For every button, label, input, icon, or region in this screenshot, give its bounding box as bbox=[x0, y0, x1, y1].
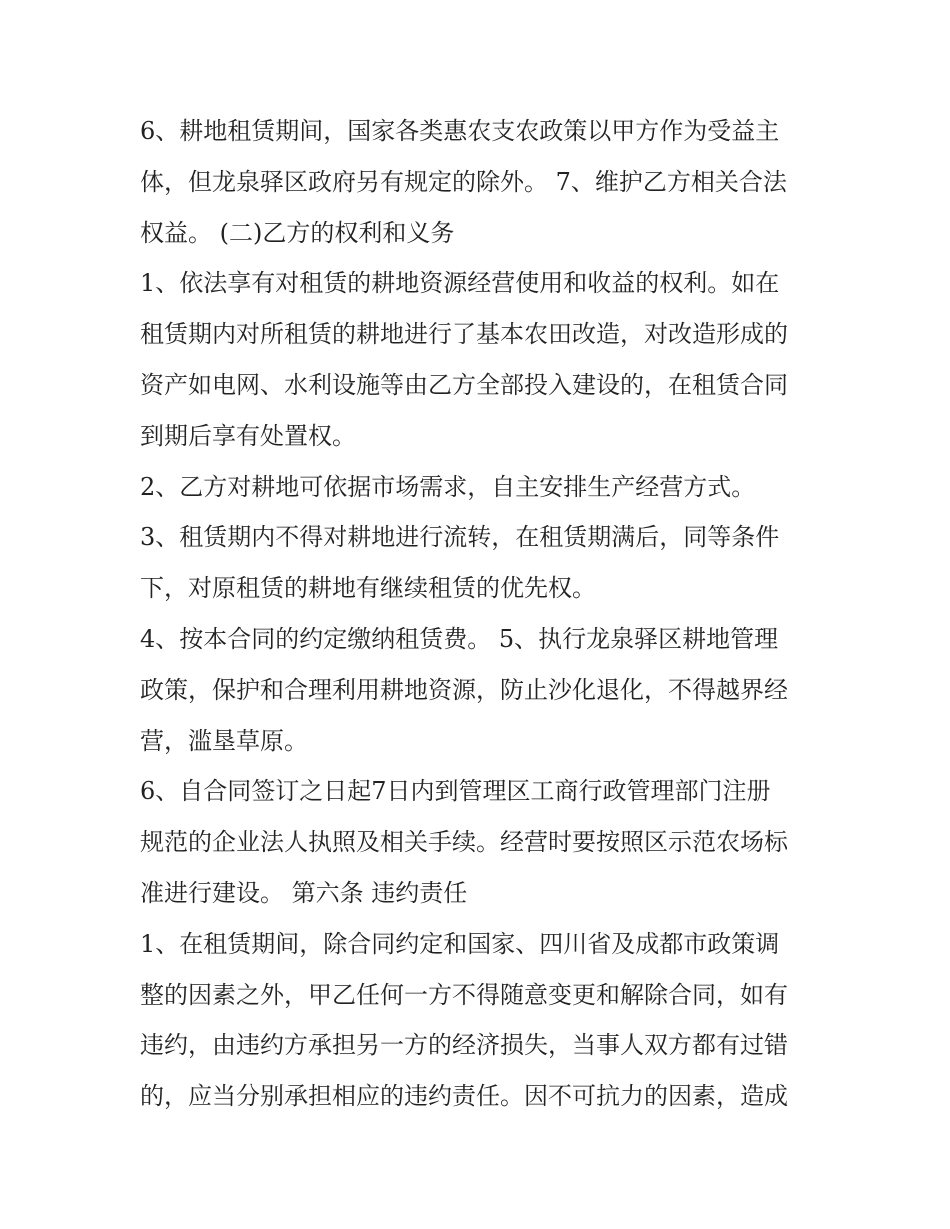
text-line: 体，但龙泉驿区政府另有规定的除外。 7、维护乙方相关合法 bbox=[140, 167, 787, 196]
text-line: 3、租赁期内不得对耕地进行流转，在租赁期满后，同等条件 bbox=[140, 523, 780, 552]
text-line: 规范的企业法人执照及相关手续。经营时要按照区示范农场标 bbox=[140, 828, 788, 857]
text-line: 政策，保护和合理利用耕地资源，防止沙化退化，不得越界经 bbox=[140, 675, 788, 704]
text-line: 下，对原租赁的耕地有继续租赁的优先权。 bbox=[140, 574, 596, 603]
text-line: 6、耕地租赁期间，国家各类惠农支农政策以甲方作为受益主 bbox=[140, 117, 780, 145]
text-line: 营，滥垦草原。 bbox=[140, 726, 308, 755]
text-line: 的，应当分别承担相应的违约责任。因不可抗力的因素，造成 bbox=[140, 1082, 788, 1111]
text-line: 6、自合同签订之日起7日内到管理区工商行政管理部门注册 bbox=[140, 777, 771, 806]
text-line: 资产如电网、水利设施等由乙方全部投入建设的，在租赁合同 bbox=[140, 370, 788, 399]
text-line: 权益。 (二)乙方的权利和义务 bbox=[140, 218, 455, 247]
text-line: 整的因素之外，甲乙任何一方不得随意变更和解除合同，如有 bbox=[140, 980, 788, 1009]
text-line: 准进行建设。 第六条 违约责任 bbox=[140, 878, 468, 907]
text-line: 4、按本合同的约定缴纳租赁费。 5、执行龙泉驿区耕地管理 bbox=[140, 624, 779, 653]
text-line: 1、依法享有对租赁的耕地资源经营使用和收益的权利。如在 bbox=[140, 269, 780, 298]
text-line: 到期后享有处置权。 bbox=[140, 421, 356, 450]
text-line: 1、在租赁期间，除合同约定和国家、四川省及成都市政策调 bbox=[140, 929, 780, 958]
text-line: 2、乙方对耕地可依据市场需求，自主安排生产经营方式。 bbox=[140, 472, 756, 501]
text-line: 违约，由违约方承担另一方的经济损失，当事人双方都有过错 bbox=[140, 1031, 788, 1060]
text-line: 租赁期内对所租赁的耕地进行了基本农田改造，对改造形成的 bbox=[140, 320, 788, 349]
document-body bbox=[140, 106, 820, 1122]
